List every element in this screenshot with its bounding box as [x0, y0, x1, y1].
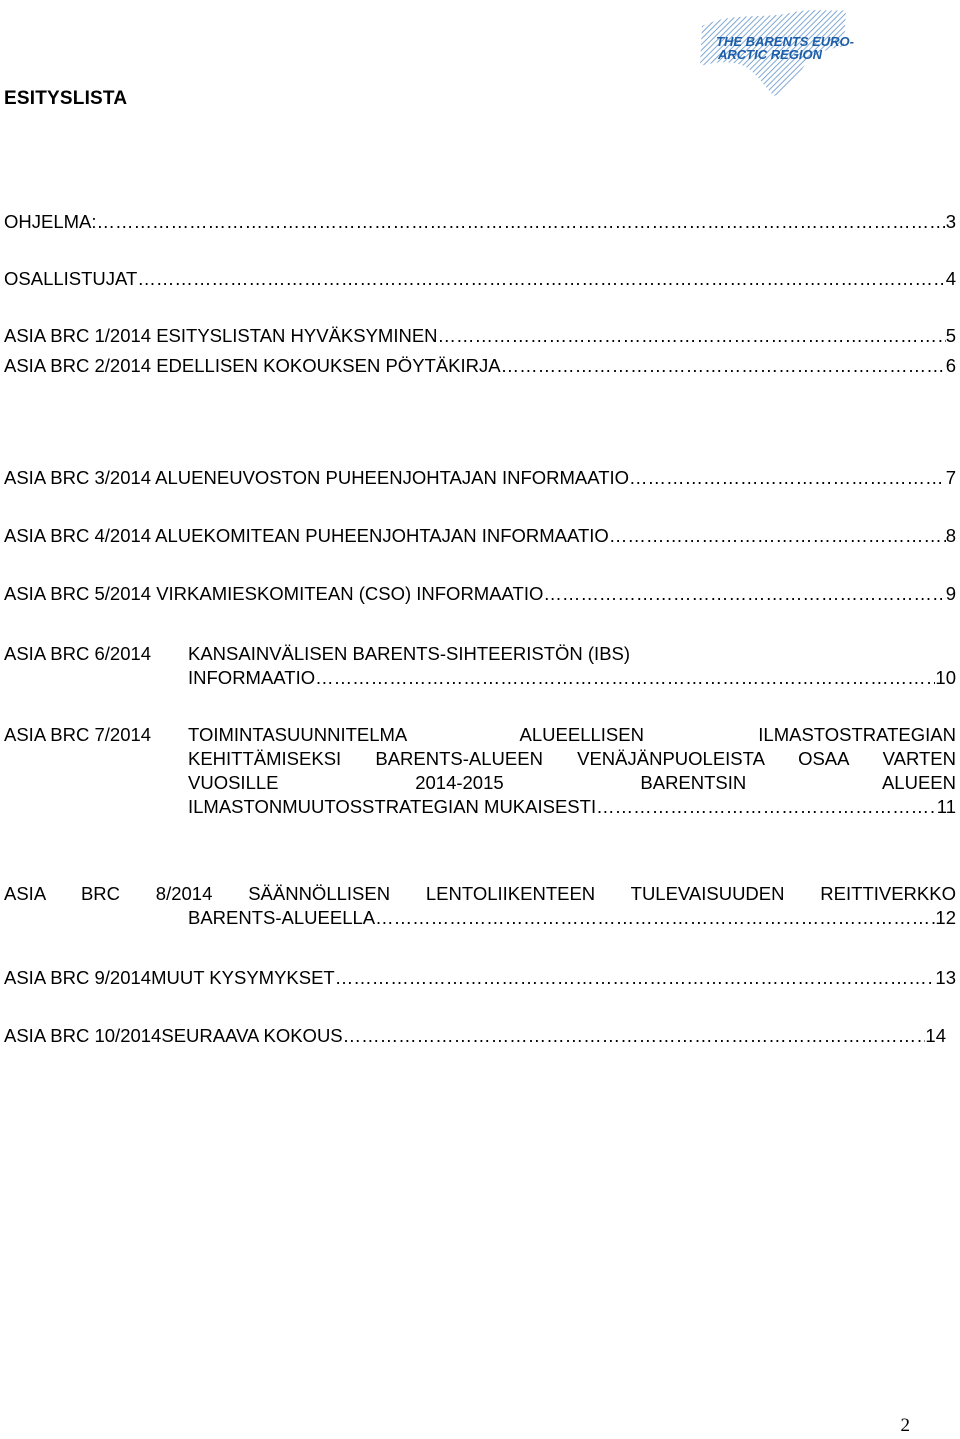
logo-text-line1: THE BARENTS EURO- — [716, 34, 854, 49]
toc-label: ASIA BRC 4/2014 ALUEKOMITEAN PUHEENJOHTAJAN INFORMAATIO — [4, 525, 609, 546]
toc-code: ASIA BRC 6/2014 — [4, 643, 152, 664]
toc-leader — [609, 524, 946, 547]
toc-code: ASIA BRC 9/2014 — [4, 967, 152, 988]
toc-label-line1: TOIMINTASUUNNITELMA ALUEELLISEN ILMASTOSTRATEGIAN — [188, 724, 956, 745]
toc-label: ASIA BRC 5/2014 VIRKAMIESKOMITEAN (CSO) INFORMAATIO — [4, 583, 544, 604]
toc-entry-5[interactable] — [4, 582, 956, 605]
toc-leader — [501, 354, 946, 377]
toc-entry-ohjelma[interactable] — [4, 210, 956, 233]
toc-leader — [343, 1024, 926, 1047]
toc-leader — [97, 210, 946, 233]
toc-page: 8 — [945, 525, 956, 546]
toc-entry-9[interactable] — [4, 966, 956, 989]
toc-leader — [137, 267, 945, 290]
toc-label-line3-text: VUOSILLE 2014-2015 BARENTSIN ALUEEN — [188, 772, 956, 793]
toc-page: 6 — [945, 355, 956, 376]
toc-entry-4[interactable] — [4, 524, 956, 547]
toc-page: 4 — [945, 268, 956, 289]
toc-label-line2: BARENTS-ALUEELLA — [188, 907, 376, 928]
toc-label-line2-row — [188, 666, 956, 689]
toc-page: 5 — [945, 325, 956, 346]
toc-leader — [375, 906, 935, 929]
toc-label: ASIA BRC 1/2014 ESITYSLISTAN HYVÄKSYMINEN — [4, 325, 438, 346]
toc-page: 12 — [935, 907, 956, 928]
barents-logo — [694, 6, 854, 98]
toc-page: 10 — [935, 667, 956, 688]
toc-leader — [335, 966, 936, 989]
toc-label-line1: ASIA BRC 8/2014 SÄÄNNÖLLISEN LENTOLIIKENTEEN TULEVAISUUDEN REITTIVERKKO — [4, 883, 956, 904]
toc-label-line2-row — [188, 906, 956, 929]
toc-label-line2: INFORMAATIO — [188, 667, 316, 688]
toc-leader — [596, 795, 937, 818]
toc-page: 13 — [935, 967, 956, 988]
toc-leader — [629, 466, 946, 489]
toc-entry-6[interactable] — [4, 642, 956, 692]
toc-leader — [438, 324, 946, 347]
toc-label: MUUT KYSYMYKSET — [151, 967, 335, 988]
toc-entry-8[interactable] — [4, 882, 956, 932]
toc-page: 7 — [945, 467, 956, 488]
toc-label: OSALLISTUJAT — [4, 268, 138, 289]
barents-logo-graphic — [694, 6, 854, 98]
toc-entry-2[interactable] — [4, 354, 956, 377]
toc-label: OHJELMA: — [4, 211, 97, 232]
toc-label-line4: ILMASTONMUUTOSSTRATEGIAN MUKAISESTI — [188, 796, 597, 817]
toc-page: 11 — [936, 796, 956, 817]
toc-code: ASIA BRC 7/2014 — [4, 724, 152, 745]
toc-entry-7[interactable] — [4, 723, 956, 823]
toc-entry-3[interactable] — [4, 466, 956, 489]
toc-code: ASIA BRC 10/2014 — [4, 1025, 162, 1046]
toc-entry-osallistujat[interactable] — [4, 267, 956, 290]
page-number: 2 — [900, 1415, 910, 1436]
toc-page: 9 — [945, 583, 956, 604]
toc-label-line2: KEHITTÄMISEKSI BARENTS-ALUEEN VENÄJÄNPUOLEISTA OSAA VARTEN — [188, 748, 956, 769]
toc-leader — [543, 582, 945, 605]
toc-label-line3 — [188, 771, 956, 794]
toc-label: ASIA BRC 2/2014 EDELLISEN KOKOUKSEN PÖYTÄKIRJA — [4, 355, 501, 376]
toc-page: 3 — [945, 211, 956, 232]
toc-label-line4-row — [188, 795, 956, 818]
toc-entry-1[interactable] — [4, 324, 956, 347]
logo-text-line2: ARCTIC REGION — [718, 47, 822, 62]
document-title: ESITYSLISTA — [4, 88, 128, 109]
toc-page: 14 — [925, 1025, 946, 1046]
toc-label-line1: KANSAINVÄLISEN BARENTS-SIHTEERISTÖN (IBS) — [188, 643, 631, 664]
toc-label: SEURAAVA KOKOUS — [161, 1025, 343, 1046]
toc-label: ASIA BRC 3/2014 ALUENEUVOSTON PUHEENJOHTAJAN INFORMAATIO — [4, 467, 630, 488]
toc-leader — [315, 666, 935, 689]
toc-entry-10[interactable] — [4, 1024, 946, 1047]
